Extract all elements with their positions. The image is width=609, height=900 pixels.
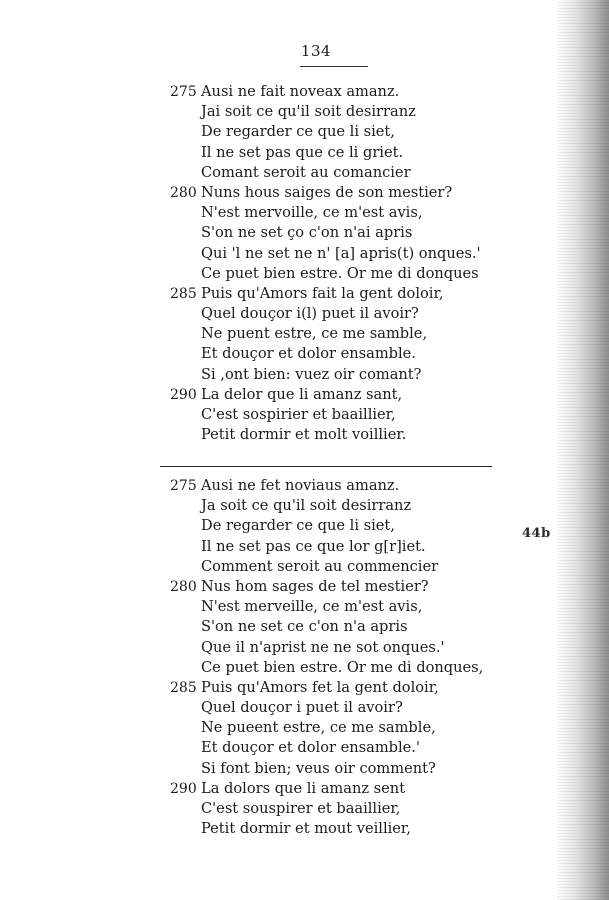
verse-line bbox=[160, 163, 500, 183]
verse-line bbox=[160, 365, 500, 385]
verse-line bbox=[160, 183, 500, 203]
verse-line bbox=[160, 678, 500, 698]
margin-folio-note: 44b bbox=[522, 526, 551, 541]
verse-text: Nus hom sages de tel mestier? bbox=[201, 577, 429, 595]
verse-text: Petit dormir et molt voillier. bbox=[201, 426, 407, 444]
verse-line bbox=[160, 203, 500, 223]
verse-text: N'est merveille, ce m'est avis, bbox=[201, 598, 423, 616]
verse-text: Si ,ont bien: vuez oir comant? bbox=[201, 365, 422, 383]
verse-line bbox=[160, 102, 500, 122]
verse-text: Petit dormir et mout veillier, bbox=[201, 820, 411, 838]
verse-line bbox=[160, 496, 500, 516]
verse-text: Ne pueent estre, ce me samble, bbox=[201, 719, 436, 737]
verse-text: Quel douçor i(l) puet il avoir? bbox=[201, 305, 419, 323]
verse-text: Il ne set pas que ce li griet. bbox=[201, 143, 404, 161]
verse-line bbox=[160, 143, 500, 163]
verse-text: Ne puent estre, ce me samble, bbox=[201, 325, 428, 343]
line-number: 285 bbox=[170, 285, 197, 302]
line-number: 285 bbox=[170, 679, 197, 696]
verse-line bbox=[160, 425, 500, 445]
verse-text: Comant seroit au comancier bbox=[201, 163, 411, 181]
block-separator-rule bbox=[160, 466, 492, 467]
line-number: 275 bbox=[170, 84, 197, 100]
line-number: 280 bbox=[170, 578, 197, 595]
verse-line bbox=[160, 779, 500, 799]
verse-line bbox=[160, 759, 500, 779]
verse-text: C'est souspirer et baaillier, bbox=[201, 800, 401, 817]
verse-text: Ce puet bien estre. Or me di donques bbox=[201, 264, 479, 282]
verse-line bbox=[160, 284, 500, 304]
verse-line bbox=[160, 324, 500, 344]
verse-line bbox=[160, 597, 500, 617]
verse-text: Ausi ne fet noviaus amanz. bbox=[201, 477, 400, 494]
verse-text: Comment seroit au commencier bbox=[201, 557, 439, 575]
verse-text: La dolors que li amanz sent bbox=[201, 779, 406, 797]
verse-line bbox=[160, 617, 500, 637]
verse-text: Quel douçor i puet il avoir? bbox=[201, 699, 403, 717]
verse-text: S'on ne set ço c'on n'ai apris bbox=[201, 224, 413, 242]
verse-text: Si font bien; veus oir comment? bbox=[201, 759, 436, 777]
verse-line bbox=[160, 557, 500, 577]
verse-line bbox=[160, 516, 500, 536]
verse-line bbox=[160, 405, 500, 425]
verse-line bbox=[160, 638, 500, 658]
verse-line bbox=[160, 264, 500, 284]
verse-line bbox=[160, 738, 500, 758]
page-number-underline bbox=[300, 66, 368, 67]
verse-text: Et douçor et dolor ensamble. bbox=[201, 345, 416, 363]
verse-text: Ausi ne fait noveax amanz. bbox=[201, 83, 400, 100]
verse-text: N'est mervoille, ce m'est avis, bbox=[201, 204, 423, 222]
verse-text: C'est sospirier et baaillier, bbox=[201, 406, 396, 423]
verse-line bbox=[160, 82, 500, 102]
verse-text: S'on ne set ce c'on n'a apris bbox=[201, 618, 408, 636]
verse-line bbox=[160, 344, 500, 364]
verse-text: Qui 'l ne set ne n' [a] apris(t) onques.' bbox=[201, 244, 481, 262]
verse-line bbox=[160, 304, 500, 324]
top-verse-block bbox=[160, 82, 500, 445]
verse-text: De regarder ce que li siet, bbox=[201, 123, 395, 141]
verse-line bbox=[160, 537, 500, 557]
verse-text: Il ne set pas ce que lor g[r]iet. bbox=[201, 537, 426, 555]
verse-text: Ja soit ce qu'il soit desirranz bbox=[201, 497, 412, 515]
verse-text: Jai soit ce qu'il soit desirranz bbox=[201, 103, 416, 121]
page-number: 134 bbox=[300, 42, 332, 60]
line-number: 280 bbox=[170, 184, 197, 201]
line-number: 290 bbox=[170, 780, 197, 797]
line-number: 275 bbox=[170, 478, 197, 494]
verse-line bbox=[160, 658, 500, 678]
verse-line bbox=[160, 819, 500, 839]
verse-text: Que il n'aprist ne ne sot onques.' bbox=[201, 638, 445, 656]
line-number: 290 bbox=[170, 386, 197, 403]
verse-line bbox=[160, 698, 500, 718]
verse-line bbox=[160, 799, 500, 819]
verse-line bbox=[160, 577, 500, 597]
verse-text: Nuns hous saiges de son mestier? bbox=[201, 183, 453, 201]
verse-text: Et douçor et dolor ensamble.' bbox=[201, 739, 420, 757]
verse-text: Puis qu'Amors fet la gent doloir, bbox=[201, 678, 439, 696]
verse-text: De regarder ce que li siet, bbox=[201, 517, 395, 535]
verse-line bbox=[160, 476, 500, 496]
verse-line bbox=[160, 122, 500, 142]
page-edge-shadow bbox=[557, 0, 609, 900]
verse-line bbox=[160, 223, 500, 243]
verse-text: La delor que li amanz sant, bbox=[201, 385, 403, 403]
bottom-verse-block bbox=[160, 476, 500, 839]
verse-text: Ce puet bien estre. Or me di donques, bbox=[201, 658, 484, 676]
verse-line bbox=[160, 244, 500, 264]
verse-line bbox=[160, 385, 500, 405]
verse-line bbox=[160, 718, 500, 738]
verse-text: Puis qu'Amors fait la gent doloir, bbox=[201, 284, 444, 302]
